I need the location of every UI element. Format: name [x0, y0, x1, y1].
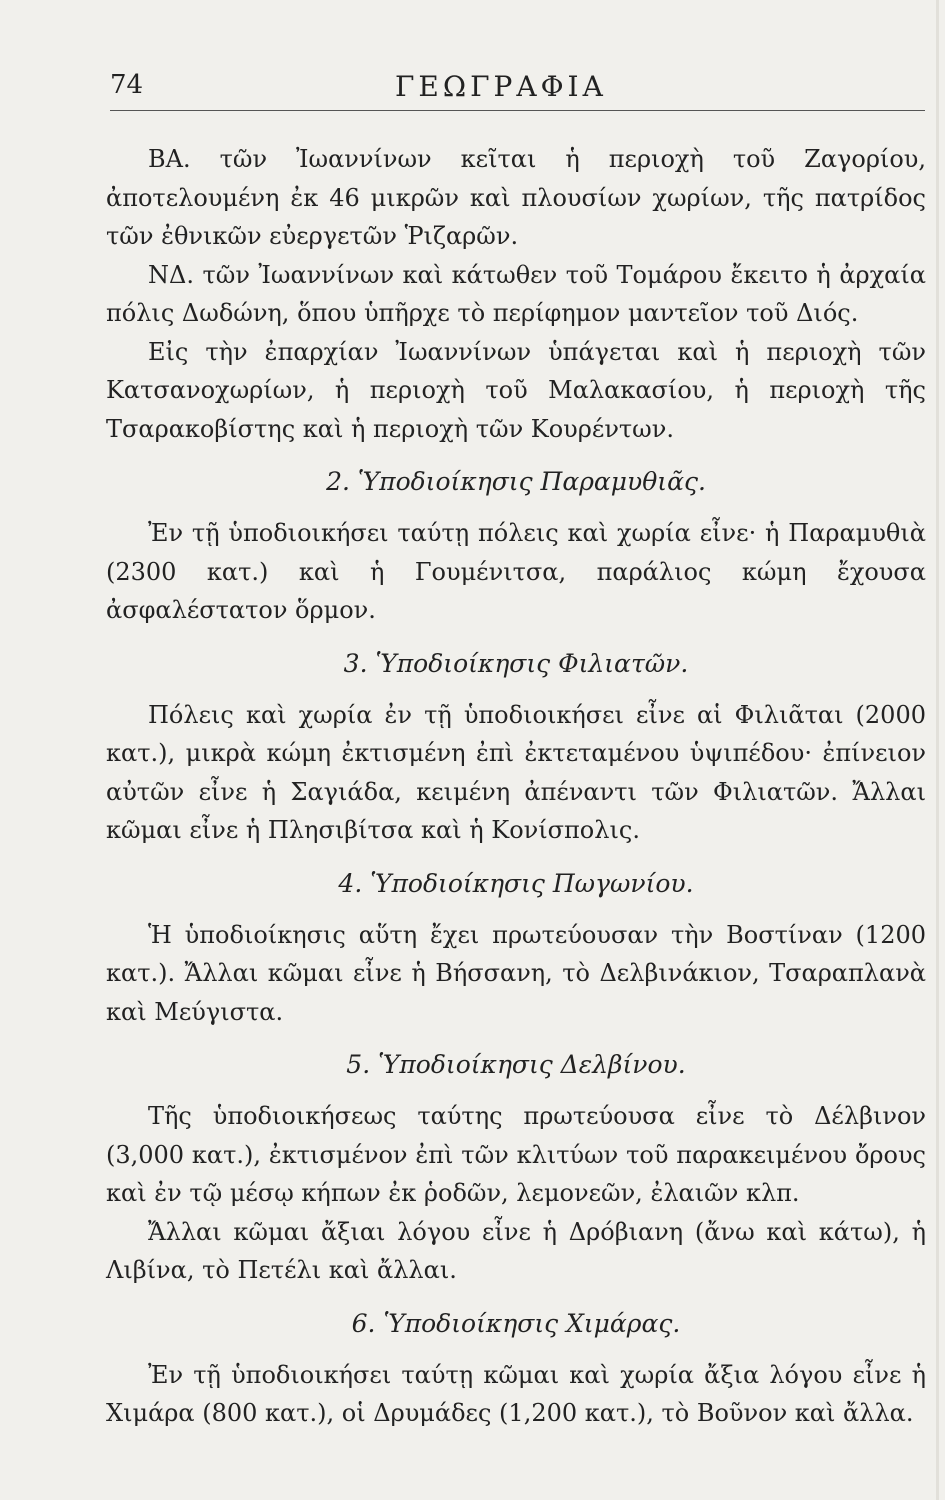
- section-heading: 6. Ὑποδιοίκησις Χιμάρας.: [351, 1308, 681, 1338]
- page-number: 74: [110, 70, 144, 100]
- section-heading: 2. Ὑποδιοίκησις Παραμυθιᾶς.: [326, 467, 706, 496]
- page-body: [106, 140, 926, 1433]
- paragraph: Εἰς τὴν ἐπαρχίαν Ἰωαννίνων ὑπάγεται καὶ ἡ περιοχὴ τῶν Κατσανοχωρίων, ἡ περιοχὴ τοῦ Μαλακασίου, ἡ περιοχὴ τῆς Τσαρακοβίστης καὶ ἡ περιοχὴ τῶν Κουρέντων.: [106, 337, 926, 443]
- section-heading: 5. Ὑποδιοίκησις Δελβίνου.: [346, 1050, 686, 1079]
- running-head: ΓΕΩΓΡΑΦΙΑ: [395, 70, 607, 103]
- paragraph: Πόλεις καὶ χωρία ἐν τῇ ὑποδιοικήσει εἶνε αἱ Φιλιᾶται (2000 κατ.), μικρὰ κώμη ἐκτισμένη ἐπὶ ἐκτεταμένου ὑψιπέδου· ἐπίνειον αὐτῶν εἶνε ἡ Σαγιάδα, κειμένη ἀπέναντι τῶν Φιλιατῶν. Ἄλλαι κῶμαι εἶνε ἡ Πλησιβίτσα καὶ ἡ Κονίσπολις.: [106, 700, 926, 844]
- page-header: [110, 70, 925, 110]
- header-rule: [110, 110, 925, 111]
- paragraph: Ἐν τῇ ὑποδιοικήσει ταύτῃ πόλεις καὶ χωρία εἶνε· ἡ Παραμυθιὰ (2300 κατ.) καὶ ἡ Γουμένιτσα, παράλιος κώμη ἔχουσα ἀσφαλέστατον ὅρμον.: [106, 519, 926, 624]
- paragraph: Ἐν τῇ ὑποδιοικήσει ταύτῃ κῶμαι καὶ χωρία ἄξια λόγου εἶνε ἡ Χιμάρα (800 κατ.), οἱ Δρυμάδες (1,200 κατ.), τὸ Βοῦνον καὶ ἄλλα.: [106, 1360, 926, 1427]
- page-edge-shadow: [936, 0, 939, 1500]
- paragraph: Ἡ ὑποδιοίκησις αὕτη ἔχει πρωτεύουσαν τὴν Βοστίναν (1200 κατ.). Ἄλλαι κῶμαι εἶνε ἡ Βήσσανη, τὸ Δελβινάκιον, Τσαραπλανὰ καὶ Μεύγιστα.: [106, 920, 926, 1026]
- paragraph: ΝΔ. τῶν Ἰωαννίνων καὶ κάτωθεν τοῦ Τομάρου ἔκειτο ἡ ἀρχαία πόλις Δωδώνη, ὅπου ὑπῆρχε τὸ περίφημον μαντεῖον τοῦ Διός.: [106, 260, 926, 327]
- paragraph: ΒΑ. τῶν Ἰωαννίνων κεῖται ἡ περιοχὴ τοῦ Ζαγορίου, ἀποτελουμένη ἐκ 46 μικρῶν καὶ πλουσίων χωρίων, τῆς πατρίδος τῶν ἐθνικῶν εὐεργετῶν Ῥιζαρῶν.: [106, 145, 926, 250]
- section-heading: 3. Ὑποδιοίκησις Φιλιατῶν.: [343, 648, 689, 678]
- paragraph: Ἄλλαι κῶμαι ἄξιαι λόγου εἶνε ἡ Δρόβιανη (ἄνω καὶ κάτω), ἡ Λιβίνα, τὸ Πετέλι καὶ ἄλλαι.: [106, 1217, 926, 1284]
- section-heading: 4. Ὑποδιοίκησις Πωγωνίου.: [338, 868, 694, 898]
- paragraph: Τῆς ὑποδιοικήσεως ταύτης πρωτεύουσα εἶνε τὸ Δέλβινον (3,000 κατ.), ἐκτισμένον ἐπὶ τῶν κλιτύων τοῦ παρακειμένου ὄρους καὶ ἐν τῷ μέσῳ κήπων ἐκ ῥοδῶν, λεμονεῶν, ἐλαιῶν κλπ.: [106, 1102, 926, 1207]
